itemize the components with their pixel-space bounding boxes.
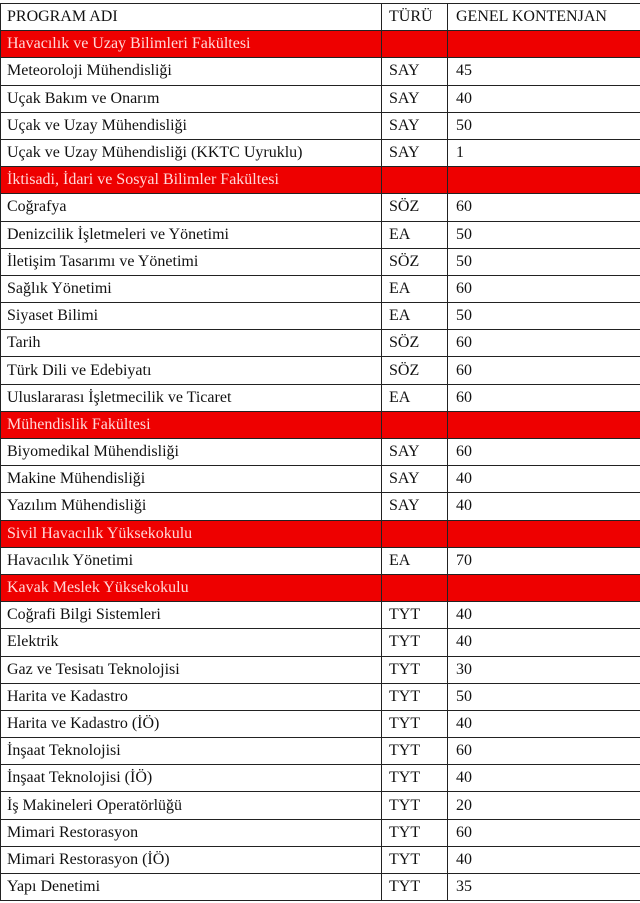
section-header-row — [1, 574, 640, 601]
program-cell: Uluslararası İşletmecilik ve Ticaret — [1, 384, 382, 411]
type-cell: SAY — [382, 112, 448, 139]
program-cell: Yapı Denetimi — [1, 874, 382, 901]
type-cell: SAY — [382, 139, 448, 166]
quota-cell: 70 — [448, 547, 640, 574]
section-title: Sivil Havacılık Yüksekokulu — [1, 520, 382, 547]
section-empty-cell — [448, 574, 640, 601]
quota-cell: 40 — [448, 602, 640, 629]
type-cell: SAY — [382, 493, 448, 520]
table-row — [1, 248, 640, 275]
quota-cell: 40 — [448, 765, 640, 792]
table-row — [1, 139, 640, 166]
program-cell: Harita ve Kadastro (İÖ) — [1, 710, 382, 737]
program-cell: İnşaat Teknolojisi — [1, 738, 382, 765]
table-row — [1, 846, 640, 873]
table-row — [1, 493, 640, 520]
table-row — [1, 710, 640, 737]
program-cell: Sağlık Yönetimi — [1, 275, 382, 302]
table-row — [1, 765, 640, 792]
table-row — [1, 547, 640, 574]
table-row — [1, 303, 640, 330]
program-cell: Coğrafya — [1, 194, 382, 221]
type-cell: SÖZ — [382, 330, 448, 357]
quota-cell: 50 — [448, 221, 640, 248]
quota-cell: 50 — [448, 683, 640, 710]
table-row — [1, 466, 640, 493]
table-row — [1, 221, 640, 248]
section-empty-cell — [382, 167, 448, 194]
quota-cell: 60 — [448, 384, 640, 411]
table-row — [1, 629, 640, 656]
program-cell: Coğrafi Bilgi Sistemleri — [1, 602, 382, 629]
table-row — [1, 656, 640, 683]
program-cell: Elektrik — [1, 629, 382, 656]
quota-cell: 60 — [448, 439, 640, 466]
type-cell: SAY — [382, 466, 448, 493]
section-title: İktisadi, İdari ve Sosyal Bilimler Fakültesi — [1, 167, 382, 194]
quota-cell: 60 — [448, 819, 640, 846]
section-empty-cell — [448, 31, 640, 58]
program-cell: Havacılık Yönetimi — [1, 547, 382, 574]
section-header-row — [1, 520, 640, 547]
table-row — [1, 819, 640, 846]
quota-cell: 60 — [448, 357, 640, 384]
header-quota: GENEL KONTENJAN — [448, 4, 640, 31]
type-cell: SÖZ — [382, 357, 448, 384]
type-cell: EA — [382, 384, 448, 411]
table-row — [1, 792, 640, 819]
type-cell: SAY — [382, 439, 448, 466]
table-row — [1, 330, 640, 357]
table-row — [1, 357, 640, 384]
program-cell: Meteoroloji Mühendisliği — [1, 58, 382, 85]
program-cell: İletişim Tasarımı ve Yönetimi — [1, 248, 382, 275]
program-cell: Harita ve Kadastro — [1, 683, 382, 710]
section-title: Havacılık ve Uzay Bilimleri Fakültesi — [1, 31, 382, 58]
section-empty-cell — [382, 574, 448, 601]
program-cell: Gaz ve Tesisatı Teknolojisi — [1, 656, 382, 683]
type-cell: TYT — [382, 738, 448, 765]
table-row — [1, 683, 640, 710]
program-cell: Türk Dili ve Edebiyatı — [1, 357, 382, 384]
program-cell: Mimari Restorasyon — [1, 819, 382, 846]
type-cell: TYT — [382, 710, 448, 737]
quota-cell: 40 — [448, 846, 640, 873]
type-cell: EA — [382, 221, 448, 248]
program-cell: Denizcilik İşletmeleri ve Yönetimi — [1, 221, 382, 248]
program-cell: İnşaat Teknolojisi (İÖ) — [1, 765, 382, 792]
quota-cell: 60 — [448, 275, 640, 302]
table-row — [1, 602, 640, 629]
type-cell: TYT — [382, 819, 448, 846]
type-cell: SAY — [382, 85, 448, 112]
header-type: TÜRÜ — [382, 4, 448, 31]
section-empty-cell — [382, 411, 448, 438]
section-empty-cell — [382, 520, 448, 547]
section-empty-cell — [382, 31, 448, 58]
type-cell: EA — [382, 547, 448, 574]
quota-cell: 40 — [448, 466, 640, 493]
program-cell: Mimari Restorasyon (İÖ) — [1, 846, 382, 873]
quota-cell: 40 — [448, 493, 640, 520]
section-header-row — [1, 31, 640, 58]
quota-cell: 40 — [448, 85, 640, 112]
type-cell: TYT — [382, 874, 448, 901]
type-cell: EA — [382, 275, 448, 302]
table-row — [1, 194, 640, 221]
program-cell: Siyaset Bilimi — [1, 303, 382, 330]
section-empty-cell — [448, 411, 640, 438]
program-cell: Biyomedikal Mühendisliği — [1, 439, 382, 466]
type-cell: SÖZ — [382, 194, 448, 221]
program-cell: Uçak ve Uzay Mühendisliği (KKTC Uyruklu) — [1, 139, 382, 166]
type-cell: TYT — [382, 656, 448, 683]
section-header-row — [1, 167, 640, 194]
program-cell: Makine Mühendisliği — [1, 466, 382, 493]
section-empty-cell — [448, 167, 640, 194]
type-cell: TYT — [382, 602, 448, 629]
quota-cell: 50 — [448, 248, 640, 275]
type-cell: TYT — [382, 629, 448, 656]
type-cell: TYT — [382, 846, 448, 873]
quota-cell: 60 — [448, 194, 640, 221]
program-cell: Uçak Bakım ve Onarım — [1, 85, 382, 112]
program-cell: Yazılım Mühendisliği — [1, 493, 382, 520]
section-title: Mühendislik Fakültesi — [1, 411, 382, 438]
table-row — [1, 58, 640, 85]
table-row — [1, 85, 640, 112]
type-cell: SÖZ — [382, 248, 448, 275]
type-cell: TYT — [382, 792, 448, 819]
quota-cell: 40 — [448, 710, 640, 737]
quota-cell: 50 — [448, 112, 640, 139]
type-cell: SAY — [382, 58, 448, 85]
table-row — [1, 275, 640, 302]
quota-cell: 30 — [448, 656, 640, 683]
program-cell: Uçak ve Uzay Mühendisliği — [1, 112, 382, 139]
quota-cell: 20 — [448, 792, 640, 819]
table-row — [1, 384, 640, 411]
quota-cell: 50 — [448, 303, 640, 330]
program-cell: İş Makineleri Operatörlüğü — [1, 792, 382, 819]
table-row — [1, 112, 640, 139]
quota-cell: 60 — [448, 330, 640, 357]
quota-cell: 35 — [448, 874, 640, 901]
table-row — [1, 738, 640, 765]
type-cell: TYT — [382, 765, 448, 792]
section-title: Kavak Meslek Yüksekokulu — [1, 574, 382, 601]
section-header-row — [1, 411, 640, 438]
quota-cell: 45 — [448, 58, 640, 85]
program-cell: Tarih — [1, 330, 382, 357]
quota-cell: 60 — [448, 738, 640, 765]
table-body — [1, 4, 640, 901]
table-row — [1, 874, 640, 901]
type-cell: EA — [382, 303, 448, 330]
table-row — [1, 439, 640, 466]
quota-cell: 40 — [448, 629, 640, 656]
quota-cell: 1 — [448, 139, 640, 166]
program-quota-table — [0, 3, 640, 901]
section-empty-cell — [448, 520, 640, 547]
table-header-row — [1, 4, 640, 31]
header-program: PROGRAM ADI — [1, 4, 382, 31]
type-cell: TYT — [382, 683, 448, 710]
